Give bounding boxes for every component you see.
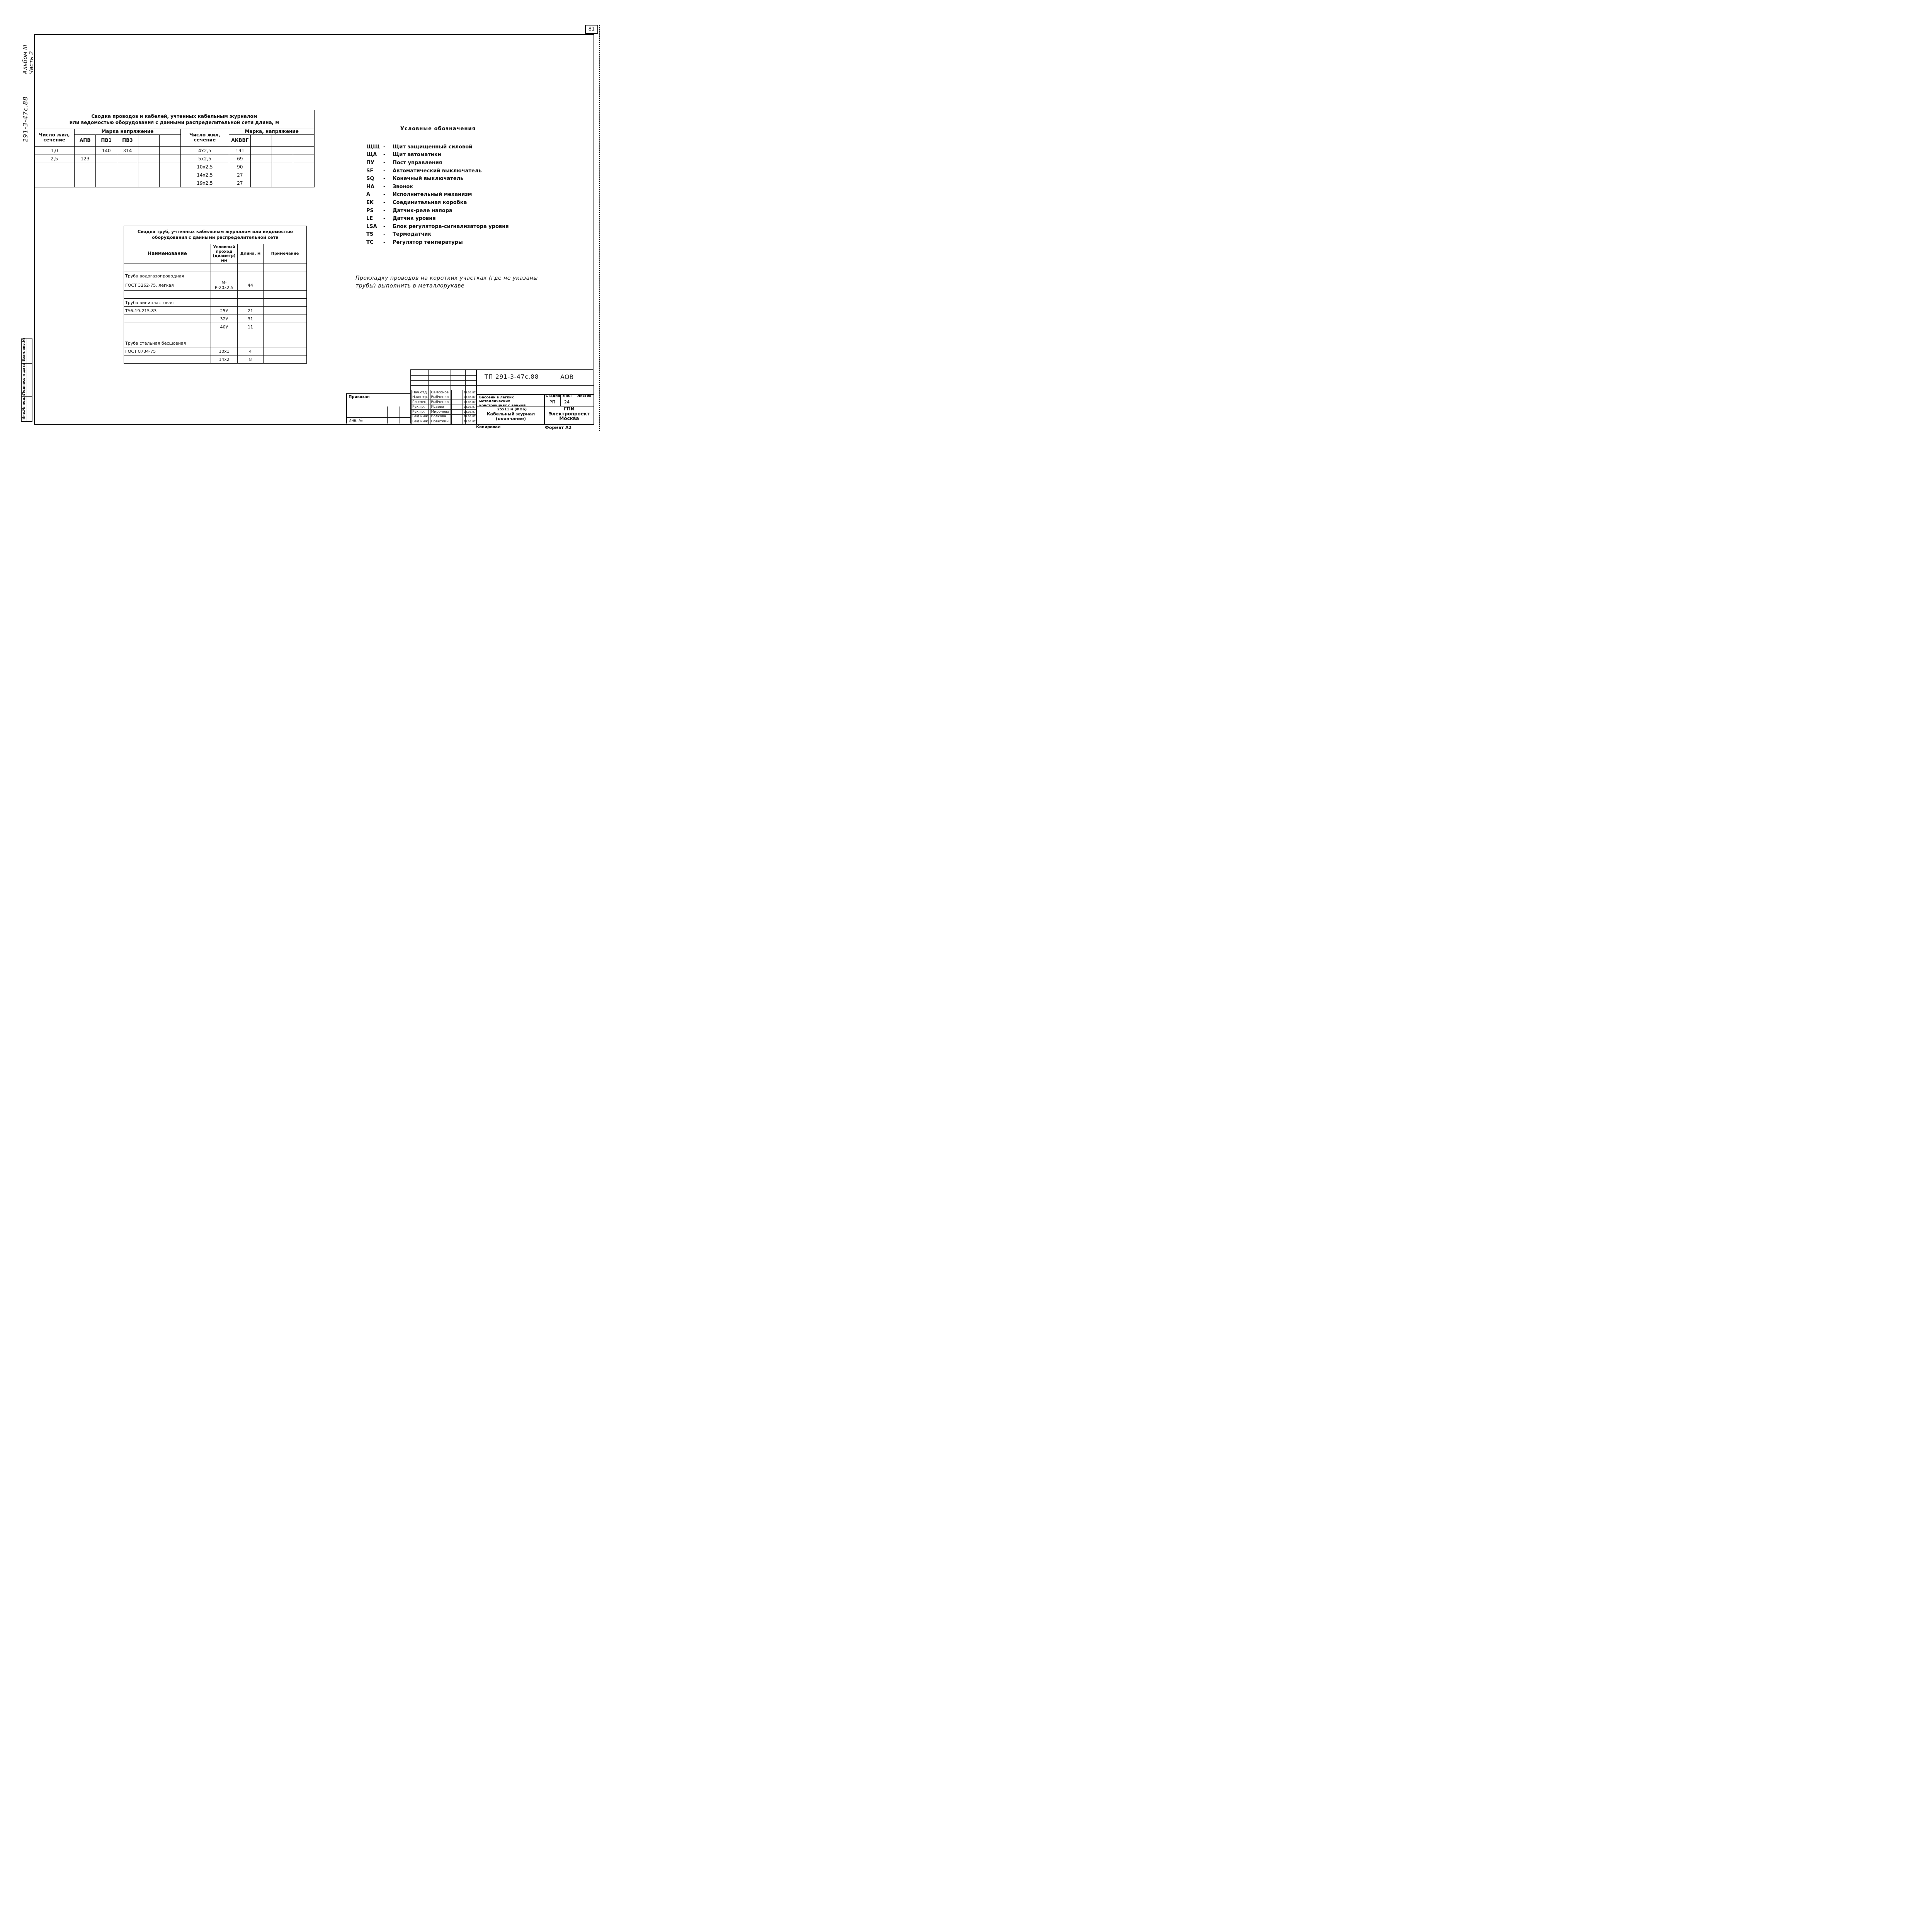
legend-item [366,231,509,239]
brand-pv1: ПВ1 [96,134,117,146]
brand-empty-1 [138,134,159,146]
legend-item [366,167,509,175]
cell-apv [75,163,96,171]
cell-akvvg: 27 [229,171,251,179]
col-name: Наименование [124,244,211,264]
legend-dash: - [383,199,386,206]
pipe-dia [211,272,238,280]
legend-dash: - [383,144,386,150]
part-label: Часть 2 [28,51,35,74]
note-line-2: трубы) выполнить в металлорукаве [355,283,465,289]
left-stamp [21,338,32,422]
cell-section: 1,0 [34,146,75,155]
table-row: Вед.инж. Волкова 28.05.87 [412,414,477,419]
sheets-label: Листов [577,394,592,398]
col-cores-left: Число жил, сечение [34,129,75,147]
legend-dash: - [383,168,386,174]
project-name: Бассейн в легких металлических конструкциях с ванной 25х11 м (ФОБ) [479,396,527,412]
cable-summary-table [34,110,315,187]
brand-empty-4 [272,134,293,146]
pipe-dia: 40У [211,323,238,331]
cell-apv [75,146,96,155]
legend-text: Термодатчик [393,231,432,238]
pipe-len: 44 [238,280,264,291]
table-row: Н.контр. Рыбченко 28.05.87 [412,395,477,400]
table-row [34,146,315,155]
pipe-name [124,315,211,323]
brand-empty-5 [293,134,315,146]
legend-item [366,223,509,231]
legend-item [366,207,509,215]
drawing-title: Кабельный журнал (окончание) [486,412,535,422]
legend-dash: - [383,239,386,245]
stage-label: Стадия [546,394,560,398]
note-line-1: Прокладку проводов на коротких участках (где не указаны [355,275,538,281]
legend-code: LE [366,216,373,222]
legend-item [366,159,509,167]
legend-text: Регулятор температуры [393,239,463,245]
installation-note [355,274,538,290]
cable-summary-title-1: Сводка проводов и кабелей, учтенных кабельным журналом [91,113,257,119]
sheet-value: 24 [564,400,570,405]
legend-dash: - [383,223,386,230]
pipe-dia [211,291,238,299]
cell-pv1 [96,171,117,179]
pipe-dia: 10х1 [211,347,238,355]
cell-section [34,179,75,187]
table-row [124,307,307,315]
pipe-summary-title-1: Сводка труб, учтенных кабельным журналом или ведомостью [137,229,293,235]
cell-section-right: 14х2,5 [180,171,229,179]
stamp-inv-podl: Инв.№ подл. [22,394,26,420]
cell-pv3: 314 [117,146,138,155]
cell-pv1: 140 [96,146,117,155]
inv-no-label: Инв. № [349,418,363,423]
legend-code: A [366,192,371,198]
pipe-dia: М-Р-20х2,5 [211,280,238,291]
brand-akvvg: АКВВГ [229,134,251,146]
pipe-name: Труба винипластовая [124,299,211,307]
copied-label: Копировал [476,425,501,429]
binding-label: Привязан [349,395,370,399]
pipe-name [124,323,211,331]
cell-pv3 [117,163,138,171]
legend-dash: - [383,207,386,214]
personnel-table [411,390,477,424]
cell-akvvg: 90 [229,163,251,171]
legend-code: TC [366,239,374,245]
legend-item [366,238,509,247]
table-row: Вед.инж. Поветкин 28.05.87 [412,419,477,424]
title-block [410,369,593,423]
cable-summary-title-2: или ведомостью оборудования с данными распределительной сети длина, м [69,120,279,125]
legend-text: Соединительная коробка [393,199,467,206]
legend-code: SQ [366,176,374,182]
sheet-number: 81 [588,26,595,32]
cell-apv [75,171,96,179]
pipe-dia: 14х2 [211,355,238,364]
legend-dash: - [383,176,386,182]
table-row [124,347,307,355]
doc-mark: АОВ [560,373,574,381]
legend-code: EK [366,199,374,206]
pipe-dia: 25У [211,307,238,315]
doc-code: ТП 291-3-47с.88 [485,373,539,380]
table-row [124,315,307,323]
table-row [124,339,307,347]
inner-frame [34,34,594,425]
cell-apv: 123 [75,155,96,163]
table-row [34,155,315,163]
group-brand-right: Марка, напряжение [229,129,315,135]
pipe-len [238,264,264,272]
table-row [34,179,315,187]
legend-text: Щит автоматики [393,152,441,158]
legend-dash: - [383,184,386,190]
cell-akvvg: 27 [229,179,251,187]
legend-code: HA [366,184,374,190]
legend-code: ПУ [366,160,374,166]
cell-section [34,171,75,179]
legend-code: ЩЩ [366,144,380,150]
legend-text: Щит защищенный силовой [393,144,473,150]
cell-akvvg: 191 [229,146,251,155]
legend-text: Звонок [393,184,413,190]
cell-pv1 [96,179,117,187]
legend-dash: - [383,231,386,238]
legend-code: PS [366,207,374,214]
pipe-len [238,299,264,307]
legend-text: Исполнительный механизм [393,192,472,198]
binding-block [346,393,411,423]
stamp-signature-date: Подпись и дата [22,363,26,395]
pipe-len: 21 [238,307,264,315]
pipe-summary-table [124,226,307,364]
stamp-vzam-inv: Взам.инв.№ [22,338,26,362]
pipe-name [124,331,211,339]
brand-pv3: ПВ3 [117,134,138,146]
cell-apv [75,179,96,187]
album-label: Альбом III [22,44,29,74]
cell-section-right: 10х2,5 [180,163,229,171]
pipe-dia [211,264,238,272]
legend-code: LSA [366,223,377,230]
table-row [124,323,307,331]
legend-text: Датчик-реле напора [393,207,452,214]
pipe-name: ТУ6-19-215-83 [124,307,211,315]
pipe-dia [211,331,238,339]
legend-item [366,175,509,183]
cell-section: 2,5 [34,155,75,163]
stage-value: РП [549,400,555,405]
pipe-len [238,291,264,299]
legend-text: Пост управления [393,160,442,166]
table-row: Рук.гр. Миронова 28.05.87 [412,410,477,415]
table-row [124,355,307,364]
pipe-dia [211,339,238,347]
table-row [124,299,307,307]
legend-text: Конечный выключатель [393,176,464,182]
cell-pv3 [117,155,138,163]
cell-pv3 [117,171,138,179]
legend-item [366,143,509,151]
col-note: Примечание [264,244,307,264]
table-row: Гл.спец. Рыбченко 28.05.87 [412,400,477,405]
pipe-name: ГОСТ 3262-75, легкая [124,280,211,291]
cell-section-right: 4х2,5 [180,146,229,155]
legend-dash: - [383,216,386,222]
pipe-name [124,264,211,272]
cell-akvvg: 69 [229,155,251,163]
table-row [34,171,315,179]
legend-text: Блок регулятора-сигнализатора уровня [393,223,509,230]
legend-dash: - [383,192,386,198]
brand-empty-3 [251,134,272,146]
table-row [124,272,307,280]
cell-section-right: 19х2,5 [180,179,229,187]
legend-code: ЩА [366,152,377,158]
pipe-name [124,355,211,364]
cell-pv3 [117,179,138,187]
legend-code: SF [366,168,374,174]
cell-pv1 [96,163,117,171]
col-length: Длина, м [238,244,264,264]
sheet-label: Лист [563,394,572,398]
pipe-len: 4 [238,347,264,355]
pipe-summary-title-2: оборудования с данными распределительной сети [152,235,279,240]
table-row: Рук.гр. Исаева 28.05.87 [412,405,477,410]
pipe-len [238,331,264,339]
pipe-dia [211,299,238,307]
table-row [34,163,315,171]
legend [366,143,509,247]
pipe-len [238,339,264,347]
legend-item [366,151,509,159]
legend-item [366,191,509,199]
legend-text: Автоматический выключатель [393,168,482,174]
col-diameter: Условный проход (диаметр) мм [211,244,238,264]
brand-apv: АПВ [75,134,96,146]
pipe-len: 31 [238,315,264,323]
legend-text: Датчик уровня [393,216,436,222]
table-row [124,291,307,299]
pipe-name [124,291,211,299]
group-brand-left: Марка напряжение [75,129,180,135]
legend-item [366,214,509,223]
margin-doc-code: 291-3-47с.88 [22,96,29,142]
format-label: Формат А2 [545,425,572,430]
brand-empty-2 [159,134,180,146]
cell-pv1 [96,155,117,163]
legend-item [366,183,509,191]
legend-item [366,199,509,207]
pipe-len [238,272,264,280]
sheet-number-box [585,25,598,34]
legend-title: Условные обозначения [400,126,476,132]
pipe-name: ГОСТ 8734-75 [124,347,211,355]
pipe-dia: 32У [211,315,238,323]
table-row [124,280,307,291]
cell-section-right: 5х2,5 [180,155,229,163]
legend-code: TS [366,231,374,238]
legend-dash: - [383,152,386,158]
legend-dash: - [383,160,386,166]
table-row [124,264,307,272]
pipe-len: 8 [238,355,264,364]
pipe-len: 11 [238,323,264,331]
table-row [124,331,307,339]
col-cores-right: Число жил, сечение [180,129,229,147]
pipe-name: Труба стальная бесшовная [124,339,211,347]
pipe-name: Труба водогазопроводная [124,272,211,280]
cell-section [34,163,75,171]
organization: ГПИ Электропроект Москва [548,406,590,422]
table-row: Нач.отд. Самсонов 28.05.87 [412,390,477,395]
